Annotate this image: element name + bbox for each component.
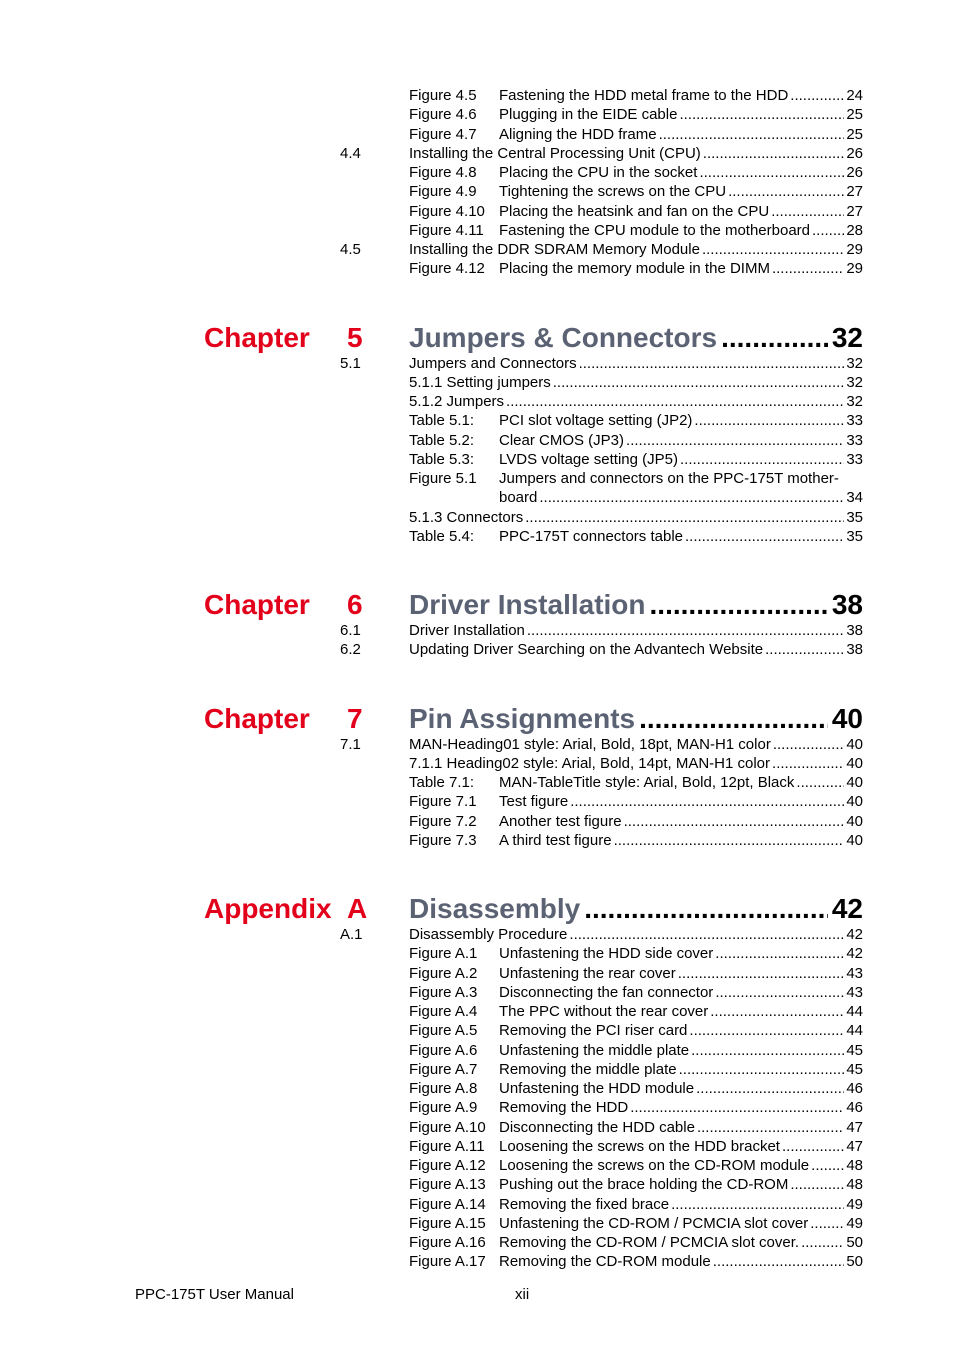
chapter-heading[interactable] (0, 589, 954, 621)
toc-entry-label: Figure A.8 (409, 1080, 478, 1097)
chapter-title: Disassembly (409, 893, 581, 924)
toc-entry[interactable] (0, 640, 954, 659)
toc-entry-line (499, 1060, 863, 1079)
toc-entry-label: Figure A.5 (409, 1022, 478, 1040)
toc-entry-label: Figure 4.8 (409, 164, 477, 181)
toc-entry-line (499, 86, 863, 105)
dot-leader (671, 1195, 844, 1214)
toc-entry-line (409, 640, 863, 659)
dot-leader (569, 925, 844, 944)
toc-entry-page: 42 (846, 926, 863, 943)
chapter-page: 42 (831, 893, 863, 924)
dot-leader (812, 221, 844, 240)
dot-leader (659, 125, 845, 144)
chapter-number: 6 (347, 589, 363, 620)
toc-entry-label: Figure A.2 (409, 964, 478, 982)
dot-leader (694, 411, 844, 430)
toc-entry-title: Fastening the CPU module to the motherboard (499, 221, 811, 239)
toc-entry-title: MAN-TableTitle style: Arial, Bold, 12pt, Black (499, 774, 795, 791)
chapter-page: 38 (831, 589, 863, 620)
dot-leader (696, 1079, 844, 1098)
toc-entry[interactable] (0, 1175, 954, 1194)
toc-entry-title: PCI slot voltage setting (JP2) (499, 412, 693, 430)
table-of-contents (0, 86, 954, 1272)
toc-entry-title: Unfastening the HDD module (499, 1080, 695, 1097)
toc-entry-title: The PPC without the rear cover (499, 1003, 709, 1020)
dot-leader (527, 621, 844, 640)
toc-entry-line (499, 944, 863, 963)
toc-entry-label: Table 5.4: (409, 527, 475, 545)
toc-entry-title: Plugging in the EIDE cable (499, 106, 678, 124)
toc-entry-title: A third test figure (499, 831, 612, 849)
toc-entry-page: 34 (846, 489, 863, 507)
dot-leader (772, 754, 844, 773)
toc-entry-label: Figure 4.11 (409, 221, 484, 239)
toc-entry-title: Aligning the HDD frame (499, 125, 657, 143)
dot-leader (639, 703, 828, 735)
toc-entry[interactable] (0, 431, 954, 450)
toc-entry-line (409, 354, 863, 373)
toc-entry-title: Jumpers and Connectors (409, 354, 577, 372)
toc-entry-page: 40 (846, 774, 863, 791)
toc-entry-label: Figure A.13 (409, 1176, 486, 1194)
toc-entry-page: 29 (846, 260, 863, 278)
toc-entry-title: Updating Driver Searching on the Advantech Website (409, 641, 764, 659)
toc-entry-page: 24 (846, 87, 863, 104)
toc-entry-page: 50 (846, 1253, 863, 1271)
toc-entry-page: 43 (846, 983, 863, 1001)
toc-entry-number: 4.4 (340, 144, 361, 162)
toc-entry[interactable] (0, 411, 954, 430)
toc-entry-title: Disconnecting the fan connector (499, 983, 714, 1001)
toc-entry-title: Unfastening the rear cover (499, 964, 676, 982)
toc-entry-page: 29 (846, 241, 863, 258)
toc-entry[interactable] (0, 259, 954, 278)
dot-leader (626, 431, 844, 450)
toc-entry[interactable] (0, 1021, 954, 1040)
toc-entry-line (409, 392, 863, 411)
toc-entry[interactable] (0, 163, 954, 182)
toc-entry-page: 42 (846, 945, 863, 963)
toc-entry-title: 5.1.1 Setting jumpers (409, 373, 551, 391)
dot-leader (765, 640, 844, 659)
chapter-title-line (409, 589, 863, 621)
toc-entry-title: Another test figure (499, 812, 622, 830)
toc-entry-page: 44 (846, 1003, 863, 1020)
dot-leader (679, 105, 844, 124)
dot-leader (699, 163, 844, 182)
chapter-word: Appendix (204, 893, 332, 924)
footer-page-number: xii (515, 1286, 530, 1303)
toc-entry-label: Figure 4.6 (409, 106, 477, 124)
toc-entry-line (499, 1233, 863, 1252)
chapter-title: Jumpers & Connectors (409, 321, 718, 353)
chapter-word: Chapter (204, 321, 310, 353)
toc-entry[interactable] (0, 754, 954, 773)
toc-entry-label: Figure A.17 (409, 1253, 486, 1271)
toc-entry-page: 40 (846, 793, 863, 811)
toc-entry-title: 5.1.3 Connectors (409, 508, 524, 526)
toc-entry-title: MAN-Heading01 style: Arial, Bold, 18pt, MAN-H1 color (409, 735, 771, 753)
dot-leader (810, 1214, 844, 1233)
toc-entry-page: 47 (846, 1118, 863, 1136)
toc-entry-title: Installing the Central Processing Unit (CPU) (409, 144, 701, 162)
toc-entry-title: Pushing out the brace holding the CD-ROM (499, 1176, 789, 1194)
toc-entry-line (409, 735, 863, 754)
dot-leader (678, 964, 845, 983)
toc-entry-label: Figure 4.5 (409, 87, 477, 104)
toc-entry-line (409, 925, 863, 944)
toc-entry-page: 33 (846, 431, 863, 449)
toc-entry-line (499, 1079, 863, 1098)
dot-leader (679, 1060, 845, 1079)
toc-entry-page: 32 (846, 393, 863, 410)
toc-entry[interactable] (0, 773, 954, 792)
chapter-word: Chapter (204, 702, 310, 734)
dot-leader (697, 1118, 844, 1137)
toc-entry-title: Placing the CPU in the socket (499, 164, 698, 181)
dot-leader (703, 144, 845, 163)
chapter-page: 40 (831, 702, 863, 734)
dot-leader (713, 1252, 845, 1271)
dot-leader (691, 1041, 844, 1060)
chapter-heading[interactable] (0, 703, 954, 735)
toc-entry-page: 40 (846, 735, 863, 753)
toc-entry-line (499, 202, 863, 221)
dot-leader (721, 322, 828, 354)
toc-entry-label: Figure A.6 (409, 1041, 478, 1059)
toc-entry-label: Table 5.2: (409, 431, 475, 449)
chapter-page: 32 (831, 321, 863, 353)
toc-entry-line (499, 488, 863, 507)
toc-entry[interactable] (0, 182, 954, 201)
toc-entry[interactable] (0, 144, 954, 163)
toc-entry-title: Unfastening the middle plate (499, 1041, 690, 1059)
chapter-title-line (409, 893, 863, 925)
toc-entry-line (499, 792, 863, 811)
toc-entry[interactable] (0, 1252, 954, 1271)
toc-entry[interactable] (0, 1118, 954, 1137)
dot-leader (790, 86, 844, 105)
toc-entry-title: Removing the CD-ROM / PCMCIA slot cover. (499, 1234, 800, 1251)
toc-entry-label: Figure A.7 (409, 1060, 478, 1078)
toc-entry-line (409, 754, 863, 773)
toc-entry-line (499, 1252, 863, 1271)
toc-entry[interactable] (0, 983, 954, 1002)
toc-entry[interactable] (0, 240, 954, 259)
footer-manual-title: PPC-175T User Manual (135, 1286, 294, 1303)
toc-entry-page: 40 (846, 831, 863, 849)
toc-entry-title: Fastening the HDD metal frame to the HDD (499, 87, 789, 104)
chapter-number: 7 (347, 702, 363, 734)
toc-entry-line (409, 144, 863, 163)
dot-leader (782, 1137, 844, 1156)
toc-entry-page: 43 (846, 964, 863, 982)
toc-entry-page: 38 (846, 641, 863, 659)
toc-entry[interactable] (0, 450, 954, 469)
dot-leader (728, 182, 844, 201)
toc-entry[interactable] (0, 1098, 954, 1117)
chapter-title: Driver Installation (409, 589, 646, 620)
toc-entry-title: Placing the memory module in the DIMM (499, 260, 770, 278)
dot-leader (570, 792, 844, 811)
toc-entry-line (499, 1214, 863, 1233)
toc-entry-label: Figure 4.9 (409, 183, 477, 201)
toc-entry-page: 40 (846, 812, 863, 830)
toc-entry-page: 46 (846, 1080, 863, 1097)
toc-entry-page: 44 (846, 1022, 863, 1040)
toc-entry-label: Figure 4.10 (409, 202, 485, 220)
toc-entry-page: 40 (846, 754, 863, 772)
toc-entry-title: Loosening the screws on the HDD bracket (499, 1137, 780, 1155)
toc-entry-number: 4.5 (340, 241, 361, 258)
toc-entry-label: Figure 7.1 (409, 793, 477, 811)
toc-entry-label: Figure 4.12 (409, 260, 485, 278)
toc-entry-line (499, 1195, 863, 1214)
toc-entry-line (499, 1002, 863, 1021)
dot-leader (539, 488, 844, 507)
toc-entry-line (499, 1098, 863, 1117)
toc-entry-line (499, 125, 863, 144)
toc-entry-line (499, 831, 863, 850)
toc-entry-number: 6.2 (340, 641, 361, 659)
toc-entry-label: Figure A.14 (409, 1195, 486, 1213)
toc-entry[interactable] (0, 354, 954, 373)
toc-entry-line (409, 621, 863, 640)
toc-entry[interactable] (0, 1002, 954, 1021)
toc-entry-title: Disconnecting the HDD cable (499, 1118, 695, 1136)
toc-entry-line (499, 983, 863, 1002)
toc-entry[interactable] (0, 469, 954, 508)
dot-leader (630, 1098, 844, 1117)
dot-leader (614, 831, 845, 850)
chapter-heading[interactable] (0, 322, 954, 354)
toc-entry-label: Figure A.4 (409, 1003, 478, 1020)
dot-leader (624, 812, 845, 831)
toc-entry-title: Tightening the screws on the CPU (499, 183, 727, 201)
toc-entry[interactable] (0, 1060, 954, 1079)
toc-entry-line (409, 508, 863, 527)
toc-entry-number: A.1 (340, 926, 363, 943)
toc-entry-title: Removing the middle plate (499, 1060, 677, 1078)
toc-entry-line (499, 1137, 863, 1156)
toc-entry-title: PPC-175T connectors table (499, 527, 683, 545)
toc-entry-page: 28 (846, 221, 863, 239)
toc-entry-page: 45 (846, 1060, 863, 1078)
toc-entry[interactable] (0, 1233, 954, 1252)
toc-entry-page: 50 (846, 1234, 863, 1251)
toc-entry-line (499, 221, 863, 240)
toc-entry-page: 25 (846, 125, 863, 143)
toc-entry-title: 7.1.1 Heading02 style: Arial, Bold, 14pt, MAN-H1 color (409, 754, 771, 772)
toc-entry-line (499, 1021, 863, 1040)
toc-entry-line (499, 411, 863, 430)
toc-entry-title-cont: board (499, 489, 538, 507)
toc-entry-line (499, 163, 863, 182)
toc-entry-line (499, 1175, 863, 1194)
toc-entry[interactable] (0, 944, 954, 963)
dot-leader (680, 450, 844, 469)
toc-entry-label: Figure 7.2 (409, 812, 477, 830)
toc-entry[interactable] (0, 508, 954, 527)
toc-entry-label: Table 5.1: (409, 412, 475, 430)
toc-entry-title: Removing the PCI riser card (499, 1022, 688, 1040)
dot-leader (525, 508, 844, 527)
toc-entry[interactable] (0, 1137, 954, 1156)
dot-leader (771, 202, 844, 221)
dot-leader (710, 1002, 844, 1021)
toc-entry-title: Unfastening the HDD side cover (499, 945, 714, 963)
toc-entry[interactable] (0, 125, 954, 144)
toc-entry-label: Figure A.16 (409, 1234, 486, 1251)
toc-entry-title: Installing the DDR SDRAM Memory Module (409, 241, 700, 258)
toc-entry-label: Figure A.12 (409, 1157, 486, 1174)
toc-entry-page: 32 (846, 354, 863, 372)
toc-entry-page: 35 (846, 527, 863, 545)
toc-entry-line (499, 259, 863, 278)
toc-entry-title: Removing the HDD (499, 1099, 629, 1117)
dot-leader (796, 773, 844, 792)
toc-entry[interactable] (0, 735, 954, 754)
toc-entry[interactable] (0, 831, 954, 850)
toc-entry-page: 46 (846, 1099, 863, 1117)
toc-entry-page: 26 (846, 164, 863, 181)
toc-entry[interactable] (0, 202, 954, 221)
toc-entry-page: 26 (846, 144, 863, 162)
toc-entry-line (409, 240, 863, 259)
toc-entry-line (499, 182, 863, 201)
toc-entry-title: 5.1.2 Jumpers (409, 393, 505, 410)
toc-entry[interactable] (0, 1079, 954, 1098)
toc-entry-title: Jumpers and connectors on the PPC-175T mother- (499, 470, 839, 487)
toc-entry-page: 33 (846, 412, 863, 430)
toc-entry-line (409, 373, 863, 392)
chapter-heading[interactable] (0, 893, 954, 925)
toc-entry-number: 7.1 (340, 735, 361, 753)
toc-entry-title: Test figure (499, 793, 569, 811)
dot-leader (715, 983, 844, 1002)
dot-leader (801, 1233, 844, 1252)
toc-entry-line (499, 1156, 863, 1175)
chapter-title-line (409, 322, 863, 354)
chapter-title-line (409, 703, 863, 735)
toc-entry-page: 49 (846, 1214, 863, 1232)
toc-entry-page: 33 (846, 450, 863, 468)
toc-entry-line (499, 1118, 863, 1137)
toc-entry[interactable] (0, 527, 954, 546)
toc-entry[interactable] (0, 1156, 954, 1175)
toc-entry-label: Table 7.1: (409, 774, 475, 791)
toc-entry-line (499, 527, 863, 546)
toc-entry-label: Figure 5.1 (409, 470, 477, 487)
toc-entry-title: Removing the CD-ROM module (499, 1253, 711, 1271)
toc-entry-number: 6.1 (340, 622, 361, 639)
dot-leader (579, 354, 845, 373)
toc-entry-title: Loosening the screws on the CD-ROM module (499, 1157, 810, 1174)
toc-entry-line (499, 1041, 863, 1060)
toc-entry[interactable] (0, 964, 954, 983)
toc-entry[interactable] (0, 925, 954, 944)
toc-entry-title: Clear CMOS (JP3) (499, 431, 625, 449)
toc-entry[interactable] (0, 221, 954, 240)
dot-leader (772, 259, 844, 278)
toc-entry-page: 45 (846, 1041, 863, 1059)
toc-entry-line (499, 812, 863, 831)
toc-entry-title: Driver Installation (409, 622, 525, 639)
dot-leader (702, 240, 844, 259)
toc-entry-page: 48 (846, 1176, 863, 1194)
dot-leader (715, 944, 844, 963)
toc-entry-page: 48 (846, 1157, 863, 1174)
toc-entry-label: Figure A.10 (409, 1118, 486, 1136)
dot-leader (506, 392, 844, 411)
toc-entry-page: 47 (846, 1137, 863, 1155)
chapter-title: Pin Assignments (409, 702, 636, 734)
dot-leader (584, 893, 828, 925)
dot-leader (553, 373, 845, 392)
toc-entry-line (499, 105, 863, 124)
toc-entry-page: 49 (846, 1195, 863, 1213)
toc-entry-title: Unfastening the CD-ROM / PCMCIA slot cover (499, 1214, 809, 1232)
toc-entry[interactable] (0, 1041, 954, 1060)
toc-entry-line (499, 773, 863, 792)
toc-entry-label: Figure 4.7 (409, 125, 477, 143)
toc-entry[interactable] (0, 1214, 954, 1233)
toc-entry-label: Figure A.3 (409, 983, 478, 1001)
dot-leader (773, 735, 844, 754)
toc-entry-title: Disassembly Procedure (409, 926, 568, 943)
toc-entry-line (499, 964, 863, 983)
toc-entry[interactable] (0, 392, 954, 411)
toc-entry-label: Table 5.3: (409, 450, 475, 468)
dot-leader (811, 1156, 844, 1175)
toc-entry[interactable] (0, 373, 954, 392)
toc-entry[interactable] (0, 105, 954, 124)
toc-entry[interactable] (0, 1195, 954, 1214)
toc-entry-label: Figure 7.3 (409, 831, 477, 849)
toc-entry-page: 35 (846, 508, 863, 526)
toc-entry-page: 27 (846, 183, 863, 201)
toc-entry-label: Figure A.15 (409, 1214, 486, 1232)
toc-entry-title: Placing the heatsink and fan on the CPU (499, 202, 770, 220)
dot-leader (689, 1021, 844, 1040)
chapter-number: A (347, 893, 368, 924)
toc-entry-title: Removing the fixed brace (499, 1195, 670, 1213)
toc-entry-page: 38 (846, 622, 863, 639)
dot-leader (790, 1175, 844, 1194)
chapter-word: Chapter (204, 589, 310, 620)
toc-entry-label: Figure A.1 (409, 945, 478, 963)
dot-leader (650, 589, 828, 621)
toc-entry[interactable] (0, 812, 954, 831)
toc-entry-label: Figure A.11 (409, 1137, 485, 1155)
toc-entry-page: 25 (846, 106, 863, 124)
toc-entry-label: Figure A.9 (409, 1099, 478, 1117)
toc-entry-title: LVDS voltage setting (JP5) (499, 450, 678, 468)
toc-entry[interactable] (0, 86, 954, 105)
toc-entry-page: 27 (846, 202, 863, 220)
toc-entry[interactable] (0, 792, 954, 811)
toc-entry-line (499, 431, 863, 450)
toc-entry-line (499, 450, 863, 469)
dot-leader (685, 527, 844, 546)
chapter-number: 5 (347, 321, 363, 353)
toc-entry[interactable] (0, 621, 954, 640)
toc-entry-number: 5.1 (340, 354, 361, 372)
toc-entry-page: 32 (846, 373, 863, 391)
